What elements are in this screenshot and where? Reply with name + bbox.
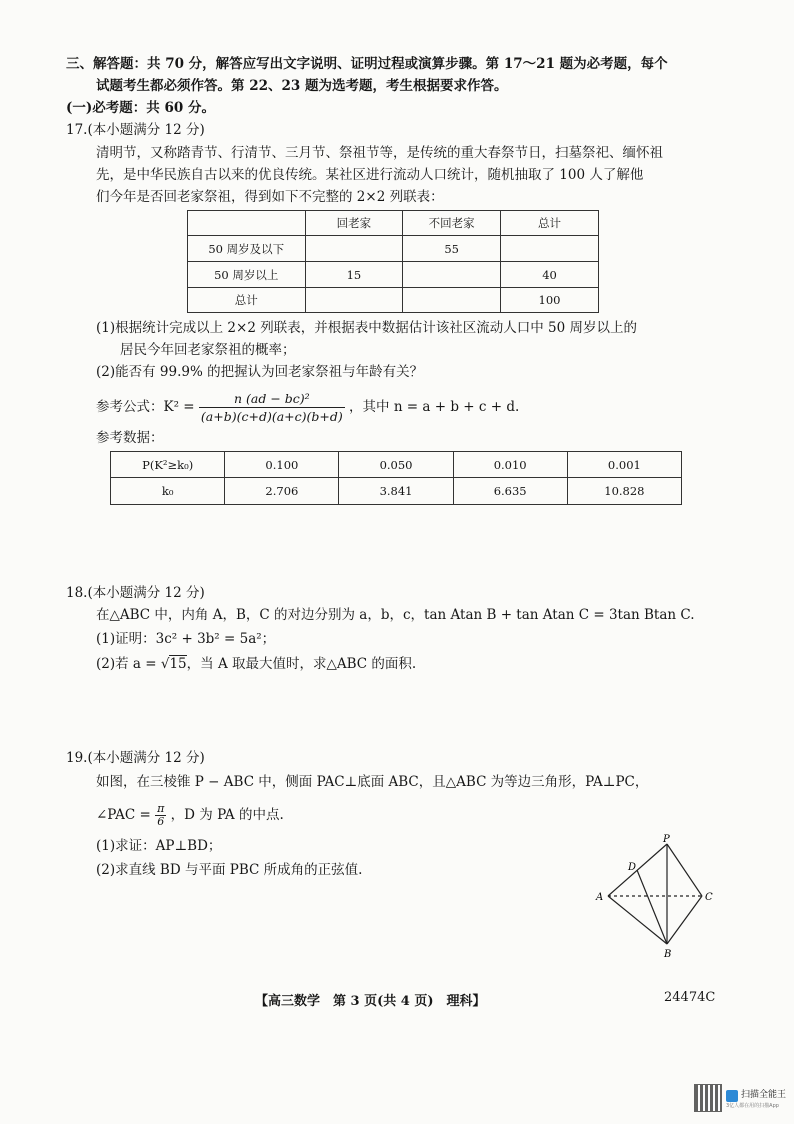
- table-cell: [403, 288, 501, 313]
- table-cell: 0.050: [339, 452, 453, 478]
- formula-denominator: (a+b)(c+d)(a+c)(b+d): [200, 409, 343, 424]
- reference-table: [110, 451, 682, 505]
- table-cell: k₀: [111, 478, 225, 505]
- q17-sub-1a: (1)根据统计完成以上 2×2 列联表，并根据表中数据估计该社区流动人口中 50 周岁以上的: [96, 320, 637, 336]
- table-cell: 50 周岁以上: [188, 262, 306, 288]
- table-cell: 0.010: [453, 452, 567, 478]
- table-cell: 15: [305, 262, 403, 288]
- exam-code: 24474C: [664, 990, 716, 1005]
- q18-sub-2-pre: (2)若 a =: [96, 656, 161, 672]
- table-cell: 0.100: [225, 452, 339, 478]
- table-cell: 不回老家: [403, 211, 501, 236]
- table-cell: 总计: [188, 288, 306, 313]
- table-cell: P(K²≥k₀): [111, 452, 225, 478]
- formula-prefix: 参考公式：K² =: [96, 399, 195, 415]
- q19-heading: 19.(本小题满分 12 分): [66, 750, 205, 766]
- tetrahedron-figure: [590, 832, 720, 962]
- q17-heading: 17.(本小题满分 12 分): [66, 122, 205, 138]
- table-cell: 100: [501, 288, 599, 313]
- table-cell: 55: [403, 236, 501, 262]
- sqrt-symbol: √: [160, 656, 170, 672]
- table-cell: 10.828: [567, 478, 681, 505]
- edge-ab: [608, 896, 667, 944]
- label-d: D: [628, 862, 637, 873]
- q17-sub-1b: 居民今年回老家祭祖的概率；: [120, 342, 296, 358]
- radicand: 15: [169, 656, 187, 672]
- table-row: [188, 288, 599, 313]
- table-cell: 0.001: [567, 452, 681, 478]
- scanner-logo-icon: [726, 1090, 738, 1102]
- q18-sub-2-post: ，当 A 取最大值时，求△ABC 的面积.: [186, 656, 417, 672]
- fraction-numerator: π: [157, 802, 165, 815]
- formula-fraction: [199, 391, 345, 424]
- q17-para-3: 们今年是否回老家祭祖，得到如下不完整的 2×2 列联表：: [96, 189, 444, 205]
- page-footer: 【高三数学 第 3 页(共 4 页) 理科】: [255, 994, 486, 1009]
- label-b: B: [664, 949, 672, 960]
- table-cell: 回老家: [305, 211, 403, 236]
- q19-sub-2: (2)求直线 BD 与平面 PBC 所成角的正弦值.: [96, 862, 363, 878]
- table-row: [188, 211, 599, 236]
- q17-para-1: 清明节，又称踏青节、行清节、三月节、祭祖节等，是传统的重大春祭节日，扫墓祭祀、缅怀祖: [96, 145, 663, 161]
- edge-db: [637, 870, 667, 944]
- q19-para-1: 如图，在三棱锥 P − ABC 中，侧面 PAC⊥底面 ABC，且△ABC 为等边三角形，PA⊥PC，: [96, 774, 649, 790]
- table-cell: 6.635: [453, 478, 567, 505]
- table-cell: [501, 236, 599, 262]
- table-cell: [403, 262, 501, 288]
- table-row: [111, 452, 682, 478]
- edge-cb: [667, 896, 702, 944]
- q18-sub-2: [96, 654, 416, 674]
- formula-numerator: n (ad − bc)²: [199, 391, 345, 408]
- fraction-denominator: 6: [157, 815, 165, 828]
- q17-formula: [96, 390, 519, 424]
- table-row: [188, 236, 599, 262]
- q19-para-2: [96, 800, 284, 830]
- q19-para-2-post: ，D 为 PA 的中点.: [170, 807, 284, 823]
- intro-line-3: (一)必考题：共 60 分。: [66, 100, 215, 116]
- q17-sub-2: (2)能否有 99.9% 的把握认为回老家祭祖与年龄有关？: [96, 364, 424, 380]
- q19-sub-1: (1)求证：AP⊥BD；: [96, 838, 222, 854]
- table-row: [188, 262, 599, 288]
- label-p: P: [663, 834, 670, 845]
- table-row: [111, 478, 682, 505]
- watermark-subtext: 3亿人都在用的扫描App: [726, 1103, 779, 1109]
- table-cell: 40: [501, 262, 599, 288]
- table-cell: 2.706: [225, 478, 339, 505]
- qr-code-icon: [694, 1084, 722, 1112]
- q18-para-1: 在△ABC 中，内角 A，B，C 的对边分别为 a，b，c，tan Atan B + tan Atan C = 3tan Btan C.: [96, 607, 695, 623]
- intro-line-1: 三、解答题：共 70 分，解答应写出文字说明、证明过程或演算步骤。第 17～21 题为必考题，每个: [66, 56, 668, 72]
- angle-fraction: [155, 803, 166, 828]
- watermark-text: 扫描全能王: [741, 1090, 787, 1100]
- label-c: C: [705, 892, 713, 903]
- q17-para-2: 先，是中华民族自古以来的优良传统。某社区进行流动人口统计，随机抽取了 100 人了解他: [96, 167, 644, 183]
- formula-suffix: ，其中 n = a + b + c + d.: [349, 399, 520, 415]
- table-cell: [305, 236, 403, 262]
- scanner-watermark: [694, 1084, 788, 1114]
- q18-sub-1: (1)证明：3c² + 3b² = 5a²；: [96, 631, 276, 647]
- q18-heading: 18.(本小题满分 12 分): [66, 585, 205, 601]
- table-cell: 3.841: [339, 478, 453, 505]
- table-cell: [188, 211, 306, 236]
- intro-line-2: 试题考生都必须作答。第 22、23 题为选考题，考生根据要求作答。: [96, 78, 508, 94]
- q19-para-2-pre: ∠PAC =: [96, 807, 151, 823]
- table-cell: 总计: [501, 211, 599, 236]
- table-cell: [305, 288, 403, 313]
- table-cell: 50 周岁及以下: [188, 236, 306, 262]
- edge-pc: [667, 844, 702, 896]
- contingency-table: [187, 210, 599, 313]
- reference-data-label: 参考数据：: [96, 430, 164, 446]
- label-a: A: [596, 892, 604, 903]
